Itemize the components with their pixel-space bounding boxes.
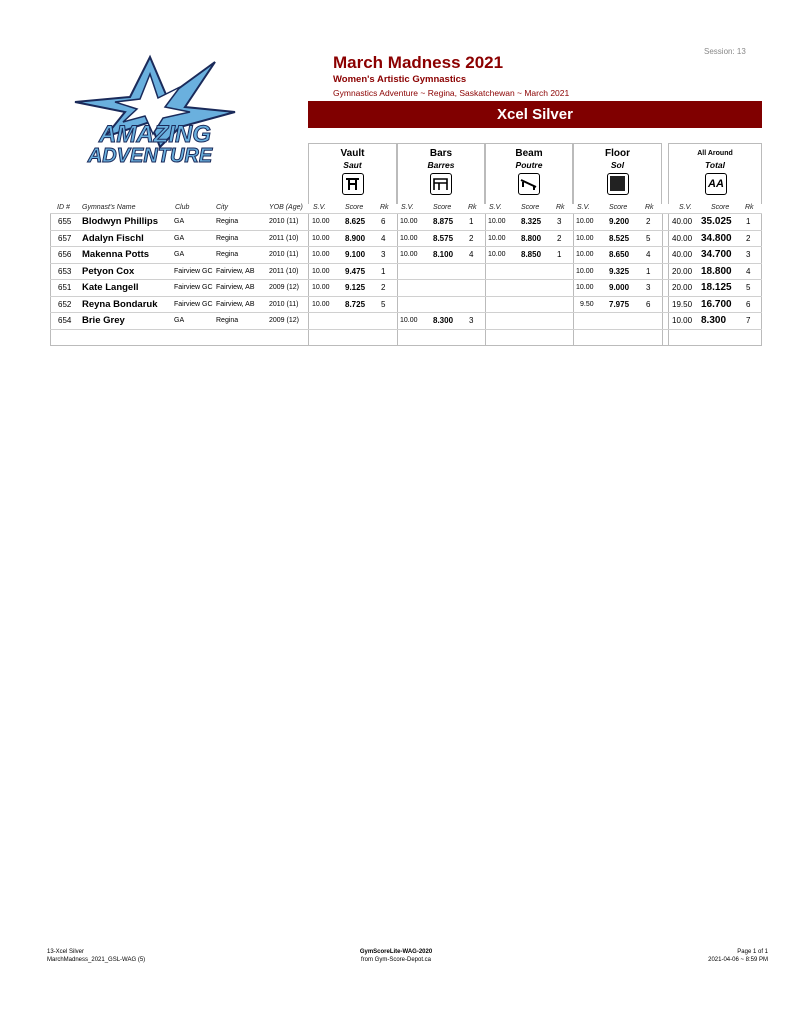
col-aa-sv: S.V. xyxy=(679,204,692,211)
beam-name: Beam xyxy=(515,148,543,159)
bars-name: Bars xyxy=(429,148,453,159)
gymnast-yob: 2010 (11) xyxy=(269,300,299,308)
floor-score: 7.975 xyxy=(609,299,630,309)
aa-sv: 20.00 xyxy=(672,283,693,292)
gymnast-city: Fairview, AB xyxy=(216,284,255,291)
vault-rank: 1 xyxy=(381,266,386,276)
bars-fr: Barres xyxy=(427,160,455,170)
gymnast-id: 655 xyxy=(58,217,72,226)
floor-sv: 10.00 xyxy=(576,234,594,242)
col-aa-score: Score xyxy=(711,204,730,211)
aa-rank: 4 xyxy=(746,266,751,276)
aa-score: 35.025 xyxy=(701,216,732,227)
col-city: City xyxy=(216,204,229,211)
vault-score: 8.625 xyxy=(345,217,366,226)
gymnast-club: GA xyxy=(174,317,185,324)
bars-score: 8.100 xyxy=(433,250,454,259)
aa-score: 34.800 xyxy=(701,232,732,244)
gymnast-club: GA xyxy=(174,234,185,242)
aa-score: 18.800 xyxy=(701,265,732,277)
vault-sv: 10.00 xyxy=(312,300,330,308)
meet-subtitle: Women's Artistic Gymnastics xyxy=(333,74,467,85)
beam-rank: 2 xyxy=(557,233,562,243)
vault-score: 8.900 xyxy=(345,233,366,243)
vault-fr: Saut xyxy=(343,160,362,170)
vault-sv: 10.00 xyxy=(312,218,330,225)
gymnast-city: Regina xyxy=(216,317,239,324)
table-row xyxy=(50,279,762,296)
bars-rank: 2 xyxy=(469,233,474,243)
col-vault-rk: Rk xyxy=(380,204,389,211)
footer-page: Page 1 of 1 xyxy=(737,949,768,955)
floor-rank: 3 xyxy=(646,283,651,292)
beam-icon xyxy=(518,173,540,195)
vault-score: 8.725 xyxy=(345,299,366,309)
gymnast-name: Reyna Bondaruk xyxy=(82,298,158,310)
vault-rank: 6 xyxy=(381,217,386,226)
bars-score: 8.875 xyxy=(433,217,454,226)
vault-rank: 4 xyxy=(381,233,386,243)
gymnast-id: 651 xyxy=(58,283,72,292)
aa-score: 16.700 xyxy=(701,298,732,310)
beam-header xyxy=(485,143,573,204)
aa-score: 34.700 xyxy=(701,249,732,260)
vault-score: 9.475 xyxy=(345,266,366,276)
footer-left xyxy=(47,948,145,964)
beam-score: 8.850 xyxy=(521,250,542,259)
floor-name: Floor xyxy=(605,148,630,159)
floor-fr: Sol xyxy=(610,160,625,170)
beam-rank: 3 xyxy=(557,217,562,226)
col-yob: YOB (Age) xyxy=(269,204,303,211)
gymnast-yob: 2011 (10) xyxy=(269,234,299,242)
floor-score: 8.650 xyxy=(609,250,630,259)
allaround-icon: AA xyxy=(705,173,727,195)
col-club: Club xyxy=(175,204,190,211)
gymnast-id: 653 xyxy=(58,266,72,276)
allaround-name: All Around xyxy=(697,150,733,157)
col-floor-score: Score xyxy=(609,204,628,211)
table-row xyxy=(50,213,762,230)
floor-sv: 10.00 xyxy=(576,284,594,291)
floor-rank: 4 xyxy=(646,250,651,259)
aa-rank: 5 xyxy=(746,283,751,292)
vault-score: 9.125 xyxy=(345,283,366,292)
bars-score: 8.300 xyxy=(433,316,454,325)
col-beam-score: Score xyxy=(521,204,540,211)
gymnast-id: 652 xyxy=(58,299,72,309)
vault-rank: 5 xyxy=(381,299,386,309)
beam-rank: 1 xyxy=(557,250,562,259)
aa-rank: 3 xyxy=(746,250,751,259)
floor-score: 8.525 xyxy=(609,233,630,243)
col-id: ID # xyxy=(57,204,70,211)
logo-line1: AMAZING xyxy=(99,121,211,148)
table-row xyxy=(50,312,762,329)
gymnast-city: Fairview, AB xyxy=(216,300,255,308)
vault-sv: 10.00 xyxy=(312,251,330,258)
col-aa-rk: Rk xyxy=(745,204,754,211)
gymnast-id: 657 xyxy=(58,233,72,243)
aa-rank: 1 xyxy=(746,217,751,226)
footer-center xyxy=(340,948,452,964)
aa-sv: 20.00 xyxy=(672,266,693,276)
floor-icon xyxy=(607,173,629,195)
gymnast-club: GA xyxy=(174,218,185,225)
beam-score: 8.800 xyxy=(521,233,542,243)
aa-rank: 2 xyxy=(746,233,751,243)
vault-header xyxy=(308,143,397,204)
aa-sv: 40.00 xyxy=(672,233,693,243)
aa-score: 18.125 xyxy=(701,282,732,293)
table-row xyxy=(50,230,762,247)
floor-sv: 9.50 xyxy=(580,300,594,308)
bars-rank: 1 xyxy=(469,217,474,226)
gymnast-name: Petyon Cox xyxy=(82,265,135,277)
col-floor-rk: Rk xyxy=(645,204,654,211)
gymnast-yob: 2010 (11) xyxy=(269,218,299,225)
vault-sv: 10.00 xyxy=(312,267,330,275)
bars-header xyxy=(397,143,485,204)
gymnast-yob: 2010 (11) xyxy=(269,251,299,258)
floor-rank: 5 xyxy=(646,233,651,243)
aa-sv: 10.00 xyxy=(672,316,693,325)
floor-sv: 10.00 xyxy=(576,251,594,258)
gymnast-name: Blodwyn Phillips xyxy=(82,216,159,227)
vault-score: 9.100 xyxy=(345,250,366,259)
floor-rank: 1 xyxy=(646,266,651,276)
gymnast-club: GA xyxy=(174,251,185,258)
col-vault-score: Score xyxy=(345,204,364,211)
amazing-adventure-logo xyxy=(55,52,245,170)
floor-score: 9.000 xyxy=(609,283,630,292)
floor-rank: 2 xyxy=(646,217,651,226)
col-bars-sv: S.V. xyxy=(401,204,414,211)
gymnast-id: 654 xyxy=(58,316,72,325)
gymnast-yob: 2009 (12) xyxy=(269,284,299,291)
allaround-fr: Total xyxy=(705,160,725,170)
aa-sv: 40.00 xyxy=(672,250,693,259)
beam-sv: 10.00 xyxy=(488,234,506,242)
bars-score: 8.575 xyxy=(433,233,454,243)
aa-score: 8.300 xyxy=(701,315,727,326)
footer-right xyxy=(650,948,768,964)
meet-title: March Madness 2021 xyxy=(333,53,504,72)
bars-rank: 3 xyxy=(469,316,474,325)
gymnast-name: Makenna Potts xyxy=(82,249,150,260)
empty-row xyxy=(50,329,762,347)
beam-score: 8.325 xyxy=(521,217,542,226)
beam-sv: 10.00 xyxy=(488,218,506,225)
bars-sv: 10.00 xyxy=(400,234,418,242)
vault-sv: 10.00 xyxy=(312,284,330,291)
footer-source: from Gym-Score-Depot.ca xyxy=(360,957,432,963)
logo-line2: ADVENTURE xyxy=(87,145,213,167)
floor-sv: 10.00 xyxy=(576,267,594,275)
col-beam-rk: Rk xyxy=(556,204,565,211)
footer-datetime: 2021-04-06 ~ 8:59 PM xyxy=(708,957,768,963)
floor-sv: 10.00 xyxy=(576,218,594,225)
table-row xyxy=(50,263,762,280)
floor-rank: 6 xyxy=(646,299,651,309)
footer-session-level: 13-Xcel Silver xyxy=(47,949,85,955)
gymnast-name: Kate Langell xyxy=(82,282,139,293)
session-label: Session: 13 xyxy=(704,47,746,56)
vault-name: Vault xyxy=(340,148,365,159)
vault-icon xyxy=(342,173,364,195)
gymnast-yob: 2009 (12) xyxy=(269,317,299,324)
table-row xyxy=(50,246,762,263)
gymnast-id: 656 xyxy=(58,250,72,259)
col-floor-sv: S.V. xyxy=(577,204,590,211)
beam-fr: Poutre xyxy=(515,160,543,170)
aa-sv: 40.00 xyxy=(672,217,693,226)
bars-rank: 4 xyxy=(469,250,474,259)
allaround-header xyxy=(668,143,762,204)
gymnast-city: Regina xyxy=(216,234,239,242)
floor-score: 9.325 xyxy=(609,266,630,276)
floor-header xyxy=(573,143,662,204)
vault-rank: 2 xyxy=(381,283,386,292)
gymnast-club: Fairview GC xyxy=(174,300,213,308)
gymnast-city: Regina xyxy=(216,251,239,258)
col-name: Gymnast's Name xyxy=(82,204,136,211)
beam-sv: 10.00 xyxy=(488,251,506,258)
footer-software: GymScoreLite-WAG-2020 xyxy=(359,949,433,955)
gymnast-name: Brie Grey xyxy=(82,315,125,326)
floor-score: 9.200 xyxy=(609,217,630,226)
vault-sv: 10.00 xyxy=(312,234,330,242)
gymnast-yob: 2011 (10) xyxy=(269,267,299,275)
aa-rank: 7 xyxy=(746,316,751,325)
gymnast-club: Fairview GC xyxy=(174,284,213,291)
col-vault-sv: S.V. xyxy=(313,204,326,211)
col-bars-score: Score xyxy=(433,204,452,211)
footer-file: MarchMadness_2021_GSL-WAG (5) xyxy=(47,957,146,963)
bars-sv: 10.00 xyxy=(400,218,418,225)
aa-rank: 6 xyxy=(746,299,751,309)
meet-location: Gymnastics Adventure ~ Regina, Saskatchewan ~ March 2021 xyxy=(333,88,570,98)
gymnast-name: Adalyn Fischl xyxy=(82,232,144,244)
gymnast-club: Fairview GC xyxy=(174,267,213,275)
bars-sv: 10.00 xyxy=(400,251,418,258)
level-banner: Xcel Silver xyxy=(308,101,762,128)
gymnast-city: Fairview, AB xyxy=(216,267,255,275)
vault-rank: 3 xyxy=(381,250,386,259)
table-row xyxy=(50,296,762,313)
gymnast-city: Regina xyxy=(216,218,239,225)
col-beam-sv: S.V. xyxy=(489,204,502,211)
col-bars-rk: Rk xyxy=(468,204,477,211)
bars-sv: 10.00 xyxy=(400,317,418,324)
aa-sv: 19.50 xyxy=(672,299,693,309)
bars-icon xyxy=(430,173,452,195)
